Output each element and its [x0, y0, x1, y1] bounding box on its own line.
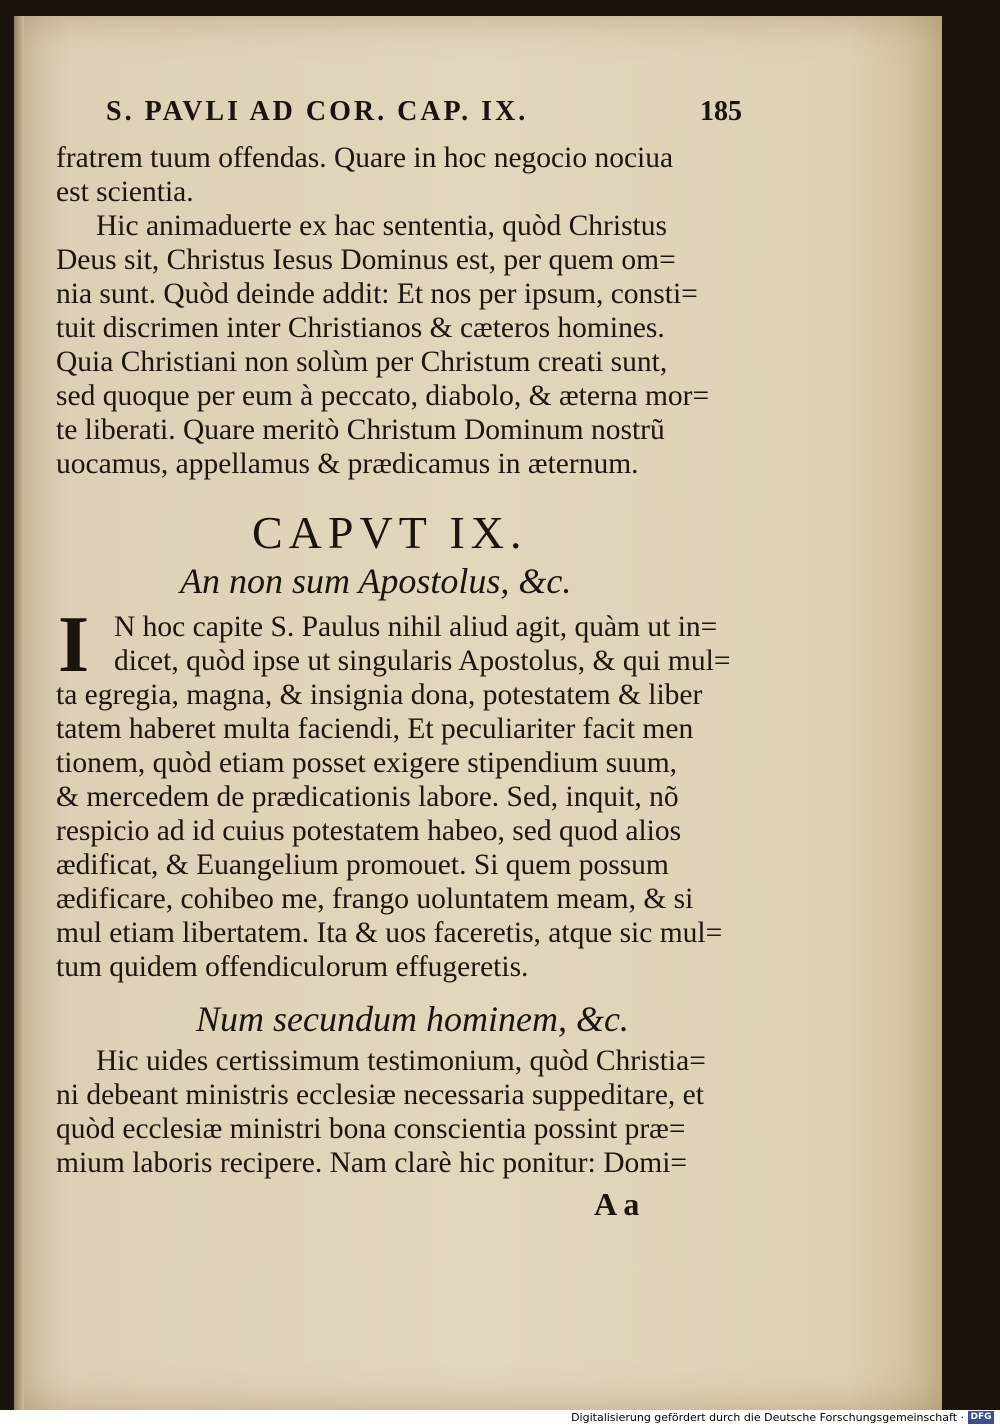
page-header	[106, 96, 742, 136]
second-paragraph	[56, 209, 746, 481]
main-paragraph	[56, 601, 746, 984]
text-line: uocamus, appellamus & prædicamus in æternum.	[56, 448, 639, 480]
text-line: fratrem tuum offendas. Quare in hoc negocio nociua	[56, 142, 674, 174]
text-line: Quia Christiani non solùm per Christum creati sunt,	[56, 346, 668, 378]
text-line: tum quidem offendiculorum effugeretis.	[56, 951, 529, 983]
text-line: ædificat, & Euangelium promouet. Si quem possum	[56, 849, 669, 881]
chapter-title: CAPVT IX.	[252, 507, 528, 558]
page-number: 185	[700, 96, 742, 127]
text-line: ni debeant ministris ecclesiæ necessaria suppeditare, et	[56, 1079, 704, 1111]
text-line: quòd ecclesiæ ministri bona conscientia possint præ=	[56, 1113, 686, 1145]
text-line: tatem haberet multa faciendi, Et peculiariter facit men	[56, 713, 694, 745]
text-line: Deus sit, Christus Iesus Dominus est, per quem om=	[56, 244, 676, 276]
running-head: S. PAVLI AD COR. CAP. IX.	[106, 96, 529, 127]
text-line: dicet, quòd ipse ut singularis Apostolus, & qui mul=	[114, 645, 731, 677]
text-line: tionem, quòd etiam posset exigere stipendium suum,	[56, 747, 678, 779]
section-subhead: Num secundum hominem, &c.	[196, 999, 629, 1039]
chapter-subhead: An non sum Apostolus, &c.	[180, 561, 572, 601]
text-line: N hoc capite S. Paulus nihil aliud agit, quàm ut in=	[114, 611, 718, 643]
drop-cap: I	[58, 601, 90, 689]
text-line: Hic animaduerte ex hac sententia, quòd Christus	[96, 210, 667, 242]
text-line: sed quoque per eum à peccato, diabolo, & æterna mor=	[56, 380, 710, 412]
last-paragraph	[56, 1044, 746, 1180]
text-line: mium laboris recipere. Nam clarè hic ponitur: Domi=	[56, 1147, 688, 1179]
footer-credit: Digitalisierung gefördert durch die Deutsche Forschungsgemeinschaft ·	[571, 1411, 964, 1424]
page-edge	[14, 16, 24, 1410]
top-paragraph	[56, 141, 746, 209]
dfg-logo-icon: DFG	[968, 1411, 994, 1424]
text-line: tuit discrimen inter Christianos & cæteros homines.	[56, 312, 665, 344]
text-line: respicio ad id cuius potestatem habeo, sed quod alios	[56, 815, 682, 847]
text-line: te liberati. Quare meritò Christum Dominum nostrũ	[56, 414, 665, 446]
text-line: Hic uides certissimum testimonium, quòd Christia=	[96, 1045, 706, 1077]
text-line: & mercedem de prædicationis labore. Sed, inquit, nõ	[56, 781, 679, 813]
text-line: mul etiam libertatem. Ita & uos faceretis, atque sic mul=	[56, 917, 723, 949]
text-line: est scientia.	[56, 176, 194, 208]
text-line: ta egregia, magna, & insignia dona, potestatem & liber	[56, 679, 703, 711]
signature-mark: A a	[594, 1186, 640, 1222]
text-line: ædificare, cohibeo me, frango uoluntatem meam, & si	[56, 883, 694, 915]
text-line: nia sunt. Quòd deinde addit: Et nos per ipsum, consti=	[56, 278, 698, 310]
